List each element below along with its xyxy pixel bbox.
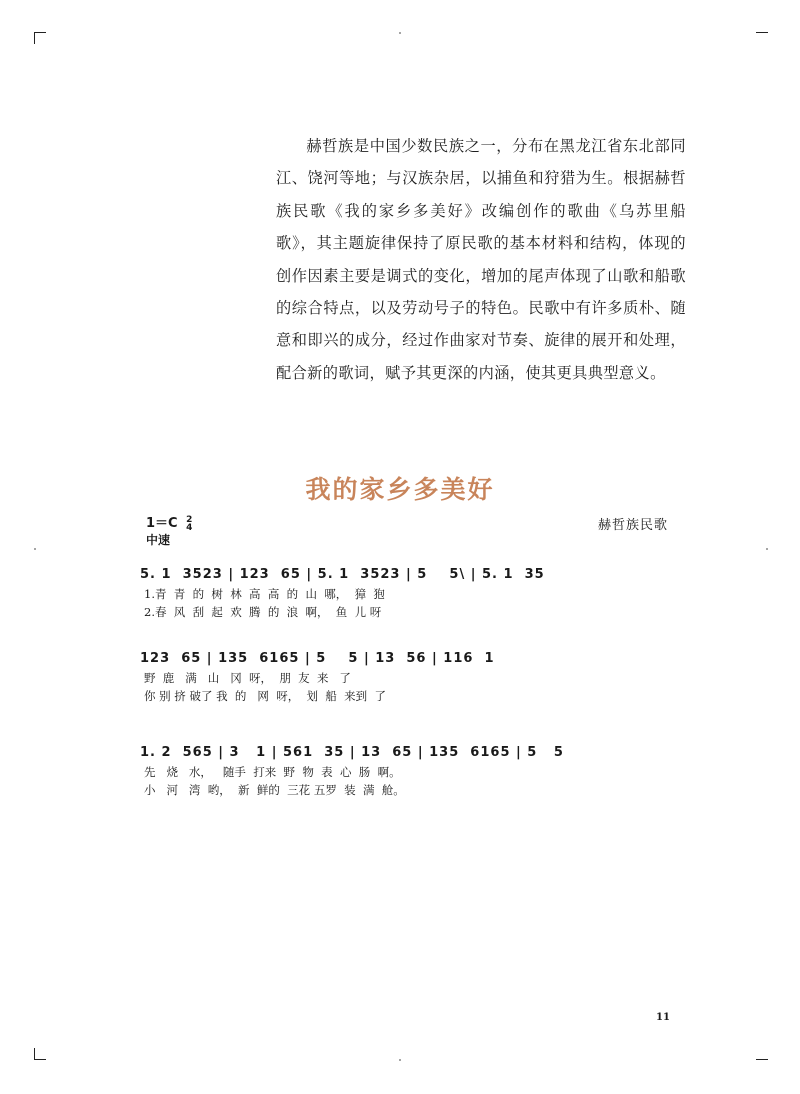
time-signature [186,516,192,532]
notation-line-2 [140,636,672,666]
score-line-1 [140,552,672,622]
time-bottom: 4 [186,522,193,533]
registration-dot-right [766,548,768,550]
notes-line-2: 123 65 | 135 6165 | 5 5 | 13 56 | 116 1 [140,651,495,666]
crop-mark-top-left-h [34,32,46,33]
key-signature [146,512,192,532]
registration-dot-bottom [399,1059,401,1061]
page-number: 11 [656,1012,670,1023]
lyrics-line-3-verse-1: 先 烧 水， 随手 打来 野 物 表 心 肠 啊。 [144,765,401,779]
tempo-marking: 中速 [146,533,171,547]
crop-mark-bottom-left-h [34,1059,46,1060]
lyrics-line-3-verse-2: 小 河 湾 哟， 新 鲜的 三花 五罗 装 满 舱。 [144,783,405,797]
intro-text [276,130,686,389]
score-line-3 [140,730,672,800]
intro-paragraph: 赫哲族是中国少数民族之一，分布在黑龙江省东北部同江、饶河等地；与汉族杂居，以捕鱼和狩猎为生。根据赫哲族民歌《我的家乡多美好》改编创作的歌曲《乌苏里船歌》，其主题旋律保持了原民歌的基本材料和结构，体现的创作因素主要是调式的变化，增加的尾声体现了山歌和船歌的综合特点，以及劳动号子的特色。民歌中有许多质朴、随意和即兴的成分，经过作曲家对节奏、旋律的展开和处理，配合新的歌词，赋予其更深的内涵，使其更具典型意义。 [276,137,686,382]
crop-mark-top-left-v [34,32,35,44]
registration-dot-top [399,32,401,34]
key-label: 1＝C [146,516,178,531]
crop-mark-top-right [756,32,768,33]
lyrics-line-2-verse-2: 你 别 挤 破了 我 的 网 呀， 划 船 来到 了 [144,689,386,703]
song-title: 我的家乡多美好 [305,475,495,504]
notes-line-1: 5. 1 3523 | 123 65 | 5. 1 3523 | 5 5\ | 5. 1 35 [140,567,545,582]
lyrics-line-1-verse-2: 2.春 风 刮 起 欢 腾 的 浪 啊， 鱼 儿 呀 [144,605,382,619]
crop-mark-bottom-right [756,1059,768,1060]
time-top: 2 [186,514,193,525]
notation-line-3 [140,730,672,760]
score-line-2 [140,636,672,706]
notes-line-3: 1. 2 565 | 3 1 | 561 35 | 13 65 | 135 6165 | 5 5 [140,745,564,760]
lyrics-line-2-verse-1: 野 鹿 满 山 冈 呀， 朋 友 来 了 [144,671,351,685]
notation-line-1 [140,552,672,582]
registration-dot-left [34,548,36,550]
lyrics-line-1-verse-1: 1.青 青 的 树 林 高 高 的 山 哪， 獐 狍 [144,587,385,601]
song-source: 赫哲族民歌 [597,518,668,533]
